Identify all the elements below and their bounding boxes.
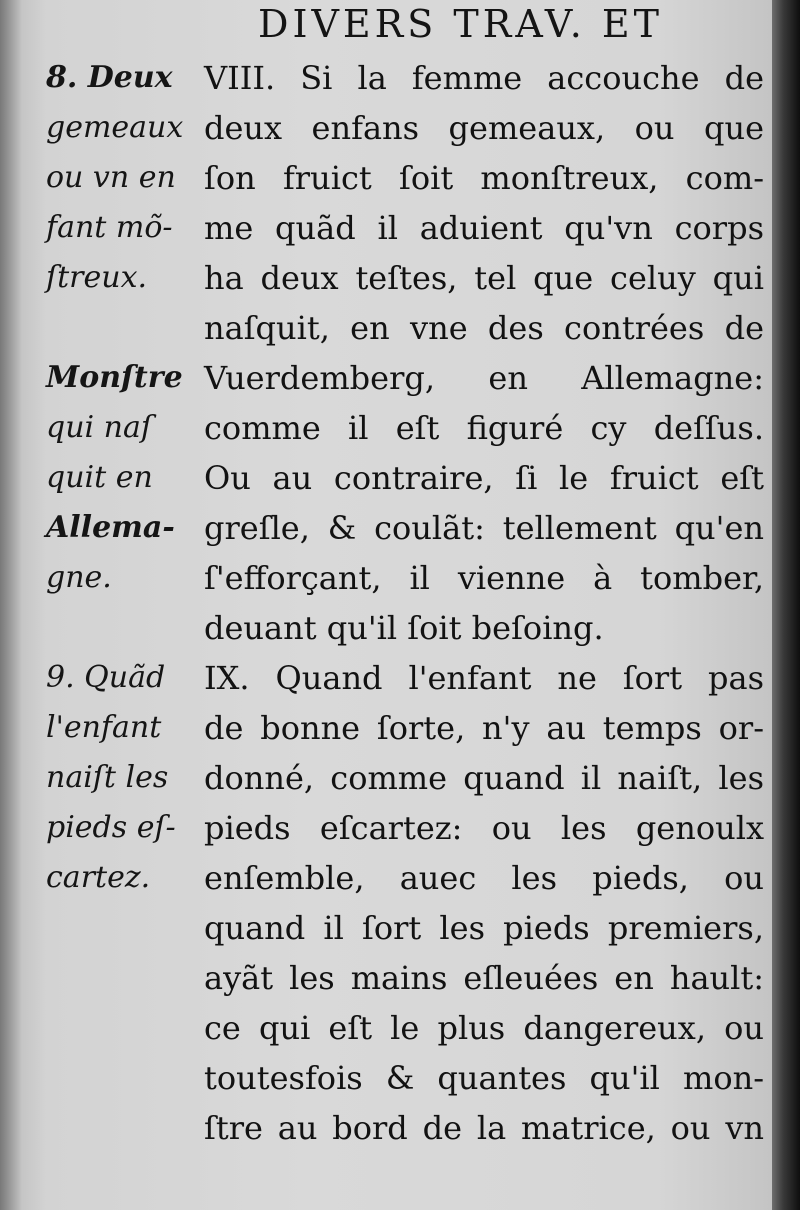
margin-note-line: qui naſ [46,410,152,445]
body-line: VIII. Si la femme accouche de [204,59,764,97]
body-line: me quãd il aduient qu'vn corps [204,209,764,247]
margin-note-line: l'enfant [46,710,162,745]
body-line: greſle, & coulãt: tellement qu'en [204,509,764,547]
margin-note-line: 8. Deux [46,60,173,95]
margin-note-line: naiſt les [46,760,169,795]
body-line: ha deux teſtes, tel que celuy qui [204,259,764,297]
body-line: ſon fruict ſoit monſtreux, com- [204,159,764,197]
body-line: quand il ſort les pieds premiers, [204,909,764,947]
body-line: deuant qu'il ſoit beſoing. [204,609,604,647]
margin-note-line: Monſtre [46,360,183,395]
body-line: Ou au contraire, ſi le fruict eſt [204,459,764,497]
body-line: naſquit, en vne des contrées de [204,309,764,347]
body-line: enſemble, auec les pieds, ou [204,859,764,897]
body-line: IX. Quand l'enfant ne ſort pas [204,659,764,697]
body-line: toutesfois & quantes qu'il mon- [204,1059,764,1097]
body-line: comme il eſt figuré cy deſſus. [204,409,764,447]
gutter-shadow [0,0,22,1210]
margin-note-line: quit en [46,460,153,495]
margin-note-line: gne. [46,560,112,595]
body-line: ce qui eſt le plus dangereux, ou [204,1009,764,1047]
running-head: DIVERS TRAV. ET [258,2,663,46]
body-line: donné, comme quand il naiſt, les [204,759,764,797]
body-line: ayãt les mains eſleuées en hault: [204,959,764,997]
margin-note-line: 9. Quãd [46,660,166,695]
margin-note-line: gemeaux [46,110,184,145]
body-line: ſtre au bord de la matrice, ou vn [204,1109,764,1147]
body-line: Vuerdemberg, en Allemagne: [204,359,764,397]
body-line: ſ'efforçant, il vienne à tomber, [204,559,764,597]
margin-note-line: fant mõ- [46,210,173,245]
margin-note-line: ſtreux. [46,260,148,295]
margin-note-line: pieds eſ- [46,810,176,845]
margin-note-line: ou vn en [46,160,176,195]
margin-note-line: Allema- [46,510,175,545]
margin-note-line: cartez. [46,860,151,895]
page-edge [772,0,800,1210]
body-line: de bonne ſorte, n'y au temps or- [204,709,764,747]
body-line: deux enfans gemeaux, ou que [204,109,764,147]
body-line: pieds eſcartez: ou les genoulx [204,809,764,847]
